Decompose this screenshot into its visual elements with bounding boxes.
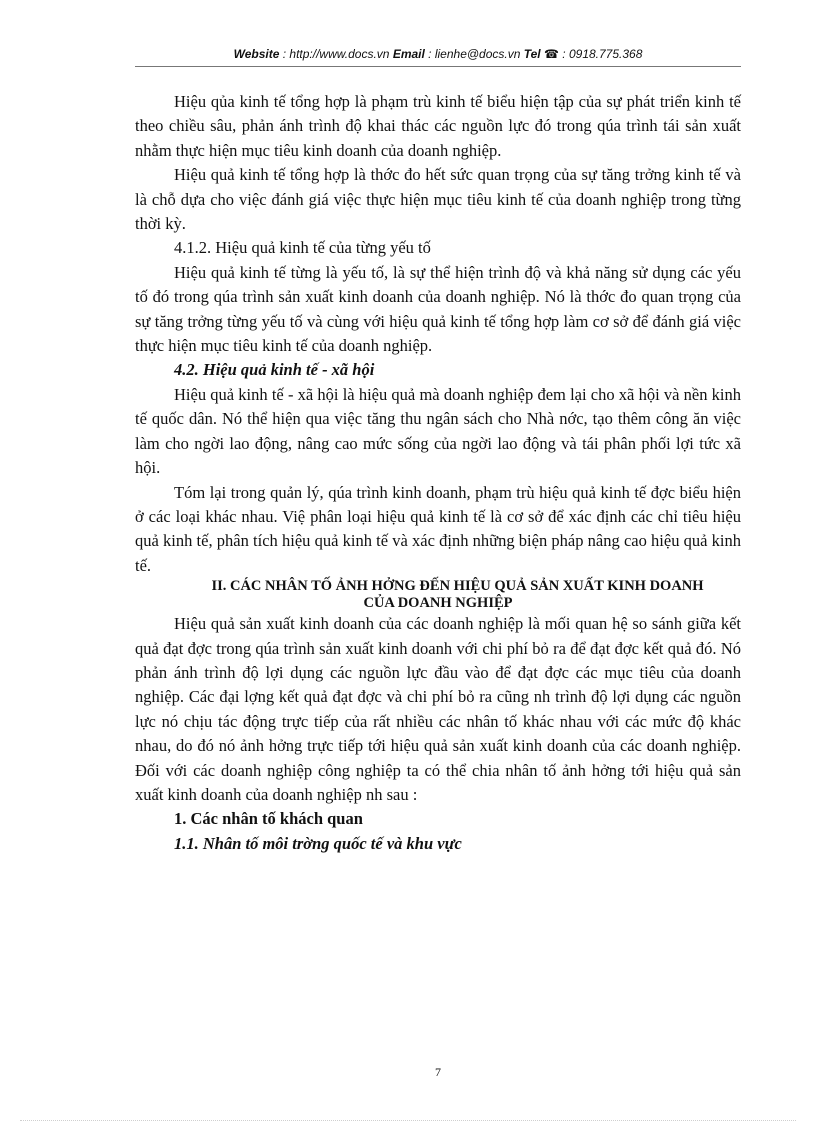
subheading-42: 4.2. Hiệu quả kinh tế - xã hội [174,360,375,380]
document-body [135,90,741,856]
subheading-412: 4.1.2. Hiệu quả kinh tế của từng yếu tố [174,238,431,258]
page-number: 7 [435,1065,441,1079]
phone-icon: ☎ [544,47,559,61]
website-value: : http://www.docs.vn [282,47,390,61]
footer-divider [20,1120,796,1121]
section-title-line1: II. CÁC NHÂN TỐ ẢNH HỞNG ĐẾN HIỆU QUẢ SẢN XUẤT KINH DOANH [211,578,704,595]
website-label: Website [233,47,280,61]
page-header [135,47,741,61]
section-title [135,578,741,612]
paragraph: Hiệu quả kinh tế tổng hợp là thớc đo hết sức quan trọng của sự tăng trởng kinh tế và là chỗ dựa cho việc đánh giá việc thực hiện mục tiêu kinh tế của doanh nghiệp trong từng thời kỳ. [135,165,741,234]
paragraph: Hiệu qủa kinh tế tổng hợp là phạm trù kinh tế biểu hiện tập của sự phát triển kinh tế theo chiều sâu, phản ánh trình độ khai thác các nguồn lực đó trong qúa trình tái sản xuất nhằm thực hiện mục tiêu kinh doanh của doanh nghiệp. [135,92,741,160]
paragraph: Hiệu quả sản xuất kinh doanh của các doanh nghiệp là mối quan hệ so sánh giữa kết quả đạt đợc trong qúa trình sản xuất kinh doanh với chi phí bỏ ra để đạt đợc kết quả đó. Nó phản ánh trình độ lợi dụng các nguồn lực đầu vào để đạt đợc các mục tiêu của doanh nghiệp. Các đại lợng kết quả đạt đợc và chi phí bỏ ra cũng nh trình độ lợi dụng các nguồn lực nó chịu tác động trực tiếp của rất nhiều các nhân tố khác nhau với các mức độ khác nhau, do đó nó ảnh hởng trực tiếp tới hiệu quả sản xuất kinh doanh của các doanh nghiệp. Đối với các doanh nghiệp công nghiệp ta có thể chia nhân tố ảnh hởng tới hiệu quả sản xuất kinh doanh của doanh nghiệp nh sau : [135,614,741,804]
heading-1: 1. Các nhân tố khách quan [174,809,363,829]
paragraph: Tóm lại trong quản lý, qúa trình kinh doanh, phạm trù hiệu quả kinh tế đợc biểu hiện ở các loại khác nhau. Việ phân loại hiệu quả kinh tế là cơ sở để xác định các chỉ tiêu hiệu quả kinh tế, phân tích hiệu quả kinh tế và xác định những biện pháp nâng cao hiệu quả kinh tế. [135,482,741,575]
email-label: Email [392,47,425,61]
tel-label: Tel [523,47,541,61]
section-title-line2: CỦA DOANH NGHIỆP [363,595,513,612]
tel-value: : 0918.775.368 [562,47,643,61]
paragraph: Hiệu quả kinh tế từng là yếu tố, là sự thể hiện trình độ và khả năng sử dụng các yếu tố đó trong qúa trình sản xuất kinh doanh của doanh nghiệp. Nó là thớc đo quan trọng của sự tăng trởng từng yếu tố và cùng với hiệu quả kinh tế tổng hợp làm cơ sở để đánh giá việc thực hiện mục tiêu kinh tế của doanh nghiệp. [135,262,741,356]
header-divider [135,66,741,67]
email-value: : lienhe@docs.vn [428,47,521,61]
paragraph: Hiệu quả kinh tế - xã hội là hiệu quả mà doanh nghiệp đem lại cho xã hội và nền kinh tế quốc dân. Nó thể hiện qua việc tăng thu ngân sách cho Nhà nớc, tạo thêm công ăn việc làm cho ngời lao động, nâng cao mức sống của ngời lao động và tái phân phối lợi tức xã hội. [135,384,741,478]
heading-1-1: 1.1. Nhân tố môi trờng quốc tế và khu vực [174,833,462,853]
